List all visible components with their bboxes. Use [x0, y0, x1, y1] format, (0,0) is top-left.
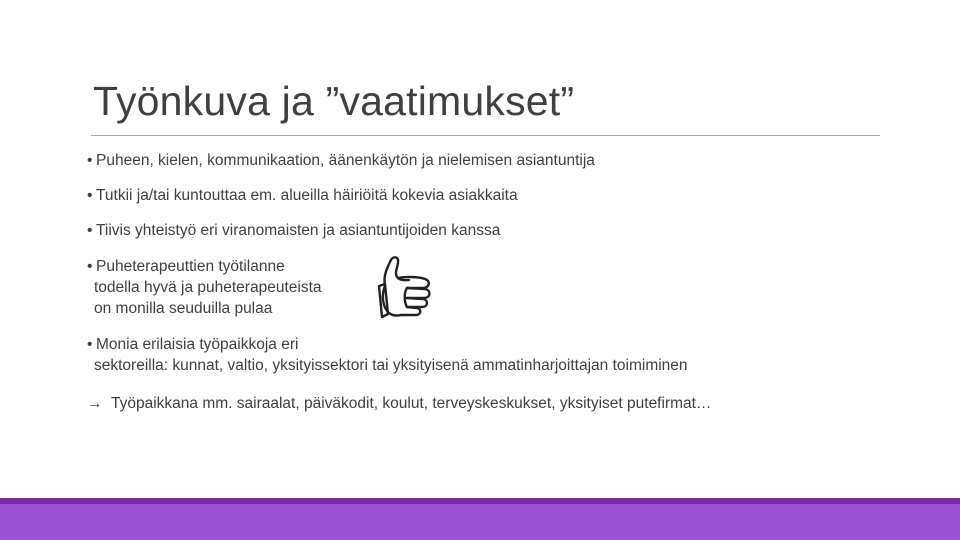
bullet-1: [87, 150, 595, 171]
footer-bar: [0, 504, 960, 540]
arrow-line-text: Työpaikkana mm. sairaalat, päiväkodit, koulut, terveyskeskukset, yksityiset putefirmat…: [111, 395, 712, 412]
bullet-5: [87, 334, 688, 376]
bullet-dot: •: [87, 336, 93, 353]
bullet-text: Puheterapeuttien työtilanne: [96, 258, 285, 275]
bullet-3: [87, 220, 500, 241]
arrow-right-icon: →: [87, 395, 103, 412]
bullet-text-line2: todella hyvä ja puheterapeuteista: [94, 279, 322, 296]
arrow-line: [87, 393, 711, 414]
bullet-text-line2: sektoreilla: kunnat, valtio, yksityissektori tai yksityisenä ammatinharjoittajan toimiminen: [94, 357, 688, 374]
bullet-dot: •: [87, 222, 93, 239]
bullet-text: Monia erilaisia työpaikkoja eri: [96, 336, 299, 353]
bullet-dot: •: [87, 152, 93, 169]
bullet-2: [87, 185, 518, 206]
bullet-4: [87, 256, 322, 319]
bullet-dot: •: [87, 258, 93, 275]
bullet-dot: •: [87, 187, 93, 204]
title-underline: [91, 135, 880, 136]
bullet-text: Tiivis yhteistyö eri viranomaisten ja asiantuntijoiden kanssa: [96, 222, 501, 239]
bullet-text-line3: on monilla seuduilla pulaa: [94, 300, 273, 317]
bullet-text: Puheen, kielen, kommunikaation, äänenkäytön ja nielemisen asiantuntija: [96, 152, 595, 169]
thumbs-up-icon: [371, 250, 439, 326]
slide-title: Työnkuva ja ”vaatimukset”: [93, 78, 575, 124]
bullet-text: Tutkii ja/tai kuntouttaa em. alueilla häiriöitä kokevia asiakkaita: [96, 187, 518, 204]
